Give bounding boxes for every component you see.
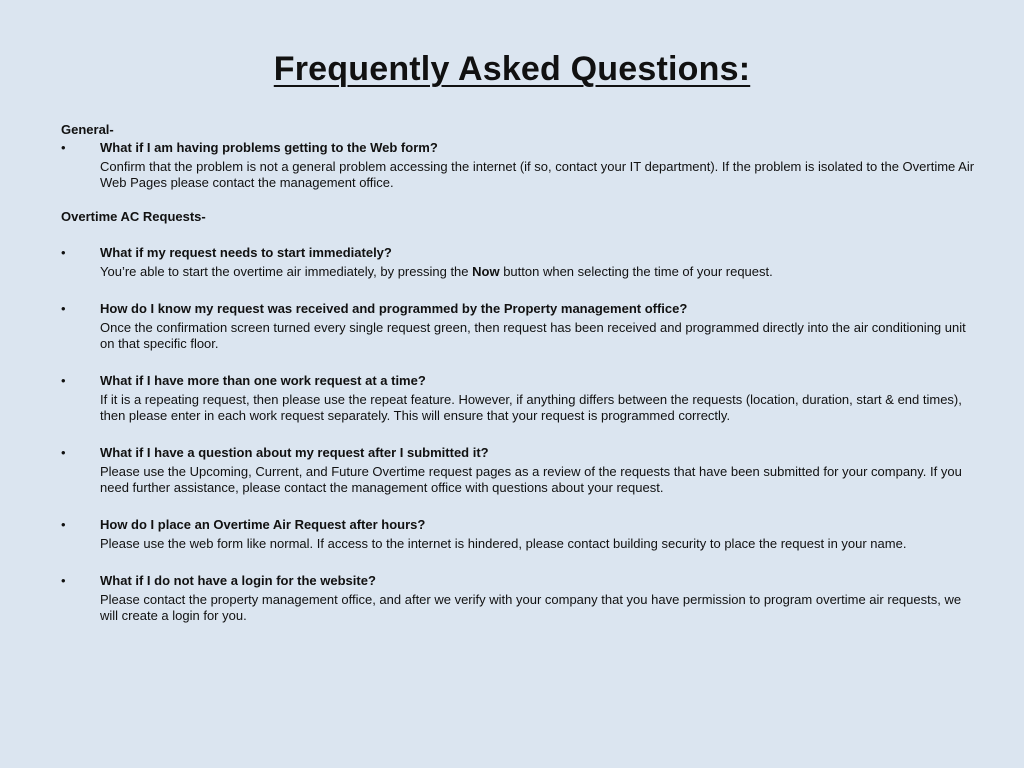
faq-answer: Please contact the property management office, and after we verify with your company that you have permission to program overtime air requests, we will create a login for you. — [100, 592, 962, 623]
faq-question: How do I know my request was received and programmed by the Property management office? — [100, 301, 688, 316]
faq-question: What if my request needs to start immediately? — [100, 245, 392, 260]
faq-answer: Once the confirmation screen turned every single request green, then request has been received and programmed directly into the air conditioning unit on that specific floor. — [100, 320, 966, 351]
bullet-icon: • — [61, 140, 66, 155]
bullet-icon: • — [61, 573, 66, 588]
bullet-icon: • — [61, 301, 66, 316]
faq-item — [61, 245, 981, 280]
faq-question: How do I place an Overtime Air Request after hours? — [100, 517, 426, 532]
faq-question: What if I do not have a login for the website? — [100, 573, 376, 588]
faq-answer — [100, 264, 981, 280]
bullet-icon: • — [61, 245, 66, 260]
faq-question: What if I have more than one work request at a time? — [100, 373, 426, 388]
faq-content — [61, 122, 981, 624]
now-button-reference: Now — [472, 264, 500, 279]
faq-item — [61, 301, 981, 352]
faq-answer-text: You’re able to start the overtime air immediately, by pressing the — [100, 264, 473, 279]
page-title: Frequently Asked Questions: — [273, 50, 751, 88]
faq-item — [61, 373, 981, 424]
faq-answer: If it is a repeating request, then please use the repeat feature. However, if anything differs between the requests (location, duration, start & end times), then please enter in each work request separately. This will ensure that your request is programmed correctly. — [100, 392, 962, 423]
faq-item — [61, 517, 981, 552]
faq-question: What if I am having problems getting to the Web form? — [100, 140, 438, 155]
faq-answer-text: button when selecting the time of your request. — [499, 264, 773, 279]
faq-answer: Confirm that the problem is not a general problem accessing the internet (if so, contact your IT department). If the problem is isolated to the Overtime Air Web Pages please contact the management office. — [100, 159, 975, 190]
bullet-icon: • — [61, 517, 66, 532]
bullet-icon: • — [61, 373, 66, 388]
faq-item — [61, 573, 981, 624]
faq-item — [61, 445, 981, 496]
bullet-icon: • — [61, 445, 66, 460]
faq-question: What if I have a question about my request after I submitted it? — [100, 445, 489, 460]
section-heading-overtime-ac-requests: Overtime AC Requests- — [61, 209, 206, 224]
faq-answer: Please use the web form like normal. If access to the internet is hindered, please contact building security to place the request in your name. — [100, 536, 907, 551]
faq-item — [61, 140, 981, 191]
faq-answer: Please use the Upcoming, Current, and Future Overtime request pages as a review of the requests that have been submitted for your company. If you need further assistance, please contact the management office with questions about your request. — [100, 464, 962, 495]
section-heading-general: General- — [61, 122, 114, 137]
